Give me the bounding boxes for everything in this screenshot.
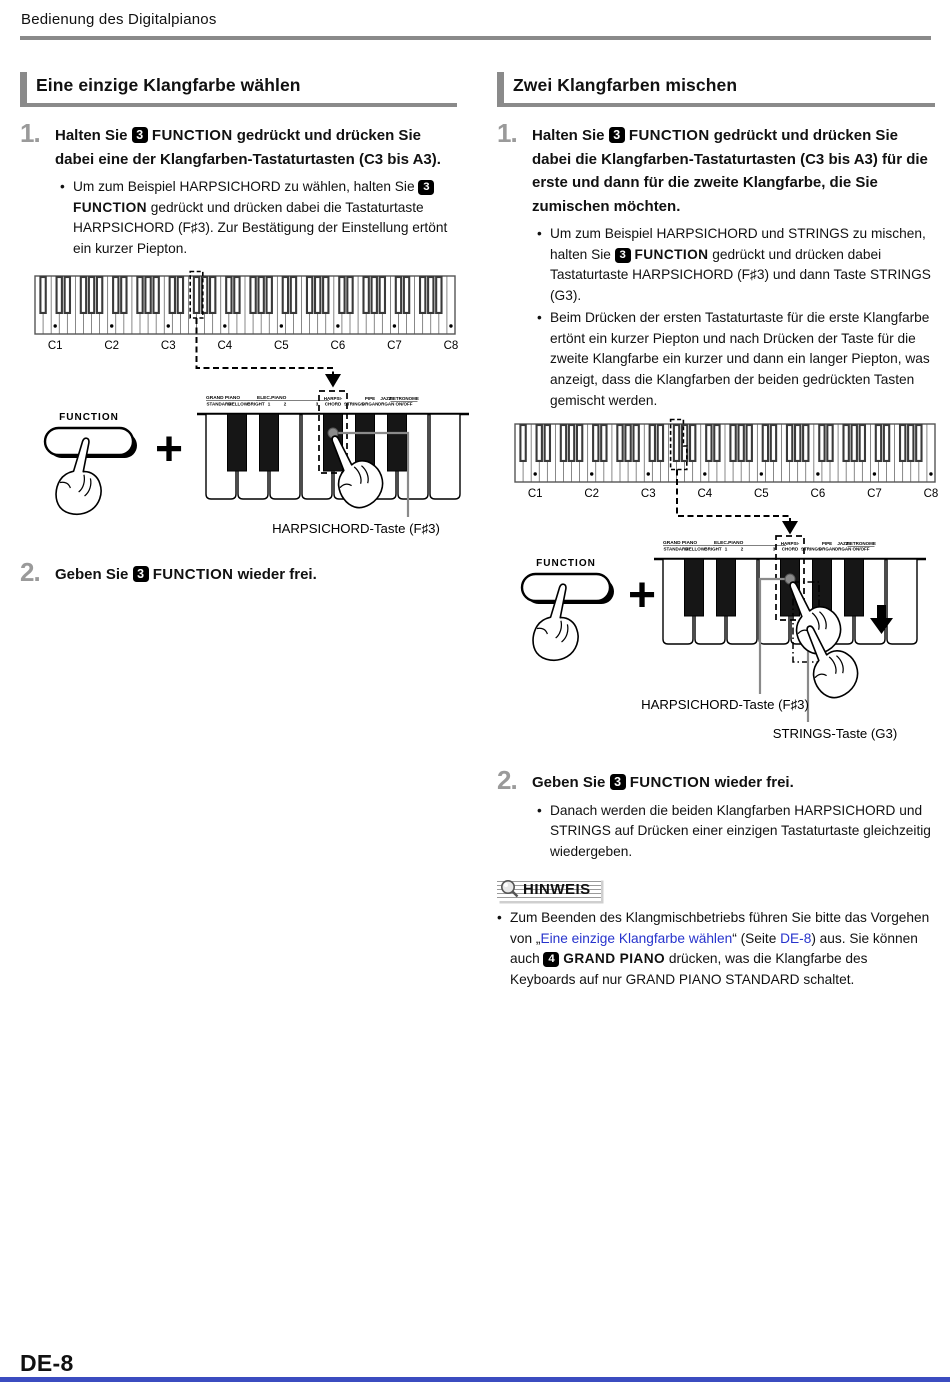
- plus-sign: +: [628, 569, 657, 623]
- black-key: [97, 277, 102, 313]
- black-key: [260, 414, 279, 471]
- black-key: [153, 277, 158, 313]
- step-2: [497, 767, 935, 795]
- left-diagram-keyboard-illustration: [20, 271, 459, 543]
- diagram-shape: [502, 881, 514, 893]
- tone-key-label: 1: [267, 401, 271, 407]
- octave-label: C1: [527, 488, 543, 501]
- text-segment: Geben Sie: [55, 566, 133, 584]
- black-key: [363, 277, 368, 313]
- step-1: [20, 120, 457, 171]
- tone-key-label: JAZZ: [380, 396, 392, 402]
- bullet-marker: •: [497, 910, 502, 926]
- section-title-single-tone: Eine einzige Klangfarbe wählen: [20, 72, 457, 107]
- tone-group-label: ELEC.PIANO: [714, 541, 744, 547]
- harpsichord-key-callout: HARPSICHORD-Taste (F♯3): [641, 697, 809, 713]
- tone-key-label: MELLOW: [228, 401, 248, 407]
- text-segment: drücken, was die Klangfarbe des Keyboards auf nur GRAND PIANO STANDARD schaltet.: [510, 951, 868, 987]
- text-segment: gedrückt und drücken dabei die Tastaturtaste HARPSICHORD (F♯3). Zur Bestätigung der Einstellung ertönt ein kurzer Piepton.: [73, 199, 448, 256]
- tone-group-label: GRAND PIANO: [206, 396, 241, 402]
- function-button-label: FUNCTION: [59, 412, 119, 424]
- tone-key-label: 2: [283, 401, 287, 407]
- black-key: [428, 277, 433, 313]
- black-key: [315, 277, 320, 313]
- plus-sign: +: [155, 423, 184, 477]
- black-key: [617, 425, 622, 461]
- page-number: DE-8: [20, 1350, 74, 1376]
- octave-label: C2: [104, 340, 120, 353]
- step-number: 1.: [20, 118, 40, 148]
- arrow-down-icon: [782, 521, 798, 535]
- black-key: [250, 277, 255, 313]
- black-key: [771, 425, 776, 461]
- tone-key-label: JAZZ: [837, 541, 849, 547]
- text-segment: gedrückt und drücken Sie dabei eine der Klangfarben-Tastaturtasten (C3 bis A3).: [55, 127, 441, 168]
- step-text: [532, 767, 794, 795]
- tone-key-label: PIPE: [821, 541, 833, 547]
- text-segment: “ (Seite: [732, 930, 781, 946]
- function-button-label: FUNCTION: [629, 774, 711, 792]
- right-diagram-keyboard-illustration: [497, 419, 939, 751]
- tone-key-label: 3: [772, 546, 776, 552]
- text-segment: Um zum Beispiel HARPSICHORD zu wählen, halten Sie: [73, 179, 419, 195]
- black-key: [57, 277, 62, 313]
- black-key: [113, 277, 118, 313]
- tone-key-label: ORGAN: [834, 546, 852, 552]
- bullet-item: [60, 177, 457, 259]
- black-key: [121, 277, 126, 313]
- black-key: [404, 277, 409, 313]
- bullet-item: [537, 801, 935, 863]
- tone-key-label: ORGAN: [818, 546, 836, 552]
- tone-key-label: METRONOME: [846, 541, 876, 547]
- black-key: [717, 559, 736, 616]
- diagram-shape: [647, 472, 650, 475]
- step-2-bullets: [537, 801, 935, 863]
- black-key: [916, 425, 921, 461]
- black-key: [258, 277, 263, 313]
- octave-label: C6: [330, 340, 346, 353]
- step-text: [55, 120, 457, 171]
- strings-key-callout: STRINGS-Taste (G3): [772, 726, 898, 742]
- black-key: [170, 277, 175, 313]
- tone-key-label: STANDARD: [206, 401, 232, 407]
- tone-key-label: BRIGHT: [704, 546, 722, 552]
- tone-key-label: HARPSI-: [780, 541, 800, 547]
- black-key: [674, 425, 679, 461]
- bullet-marker: •: [60, 179, 65, 195]
- bullet-text: [73, 177, 457, 259]
- step-2: [20, 559, 457, 587]
- function-key-badge: 3: [418, 180, 434, 195]
- function-key-badge: 3: [610, 774, 626, 790]
- note-text: [510, 908, 935, 990]
- black-key: [65, 277, 70, 313]
- black-key: [795, 425, 800, 461]
- tone-key-label: STRINGS: [343, 401, 365, 407]
- black-key: [545, 425, 550, 461]
- step-1-bullets: [60, 177, 457, 259]
- octave-label: C2: [584, 488, 600, 501]
- text-segment: wieder frei.: [233, 566, 317, 584]
- black-key: [234, 277, 239, 313]
- octave-label: C5: [273, 340, 289, 353]
- black-key: [347, 277, 352, 313]
- black-key: [625, 425, 630, 461]
- text-segment: Um zum Beispiel HARPSICHORD und STRINGS zu mischen, halten Sie: [550, 226, 926, 262]
- tone-key-label: STRINGS: [800, 546, 822, 552]
- diagram-shape: [430, 414, 460, 499]
- diagram-shape: [280, 325, 283, 328]
- octave-label: C7: [387, 340, 402, 353]
- function-key-badge: 3: [609, 127, 625, 143]
- tone-key-label: 1: [724, 546, 728, 552]
- black-key: [396, 277, 401, 313]
- black-key: [845, 559, 864, 616]
- tone-key-label: STANDARD: [663, 546, 689, 552]
- function-key-badge: 3: [615, 248, 631, 263]
- black-key: [40, 277, 45, 313]
- octave-label: C3: [640, 488, 656, 501]
- text-segment: Geben Sie: [532, 774, 610, 792]
- black-key: [706, 425, 711, 461]
- tone-key-label: ON/OFF: [852, 546, 870, 552]
- black-key: [843, 425, 848, 461]
- tone-key-label: ORGAN: [361, 401, 379, 407]
- black-key: [747, 425, 752, 461]
- black-key: [601, 425, 606, 461]
- black-key: [908, 425, 913, 461]
- link-single-tone-section[interactable]: Eine einzige Klangfarbe wählen: [540, 930, 733, 946]
- diagram-shape: [703, 472, 706, 475]
- function-button-label: FUNCTION: [536, 558, 596, 570]
- diagram-shape: [110, 325, 113, 328]
- tone-key-label: METRONOME: [389, 396, 419, 402]
- magnifier-icon: [499, 878, 521, 900]
- tone-group-label: GRAND PIANO: [663, 541, 698, 547]
- diagram-shape: [816, 472, 819, 475]
- black-key: [860, 425, 865, 461]
- black-key: [730, 425, 735, 461]
- black-key: [267, 277, 272, 313]
- diagram-shape: [590, 472, 593, 475]
- function-button-label: FUNCTION: [634, 246, 709, 262]
- bullet-marker: •: [537, 226, 542, 242]
- step-number: 1.: [497, 118, 517, 148]
- right-column: [497, 72, 939, 990]
- octave-label: C6: [810, 488, 826, 501]
- diagram-shape: [533, 472, 536, 475]
- black-key: [561, 425, 566, 461]
- note-badge: [497, 878, 601, 901]
- bullet-text: Danach werden die beiden Klangfarben HARPSICHORD und STRINGS auf Drücken einer einzigen Tastaturtaste gleichzeitig wiedergeben.: [550, 802, 931, 859]
- step-1: [497, 120, 935, 218]
- tone-key-label: 2: [740, 546, 744, 552]
- text-segment: Halten Sie: [532, 127, 609, 144]
- diagram-shape: [449, 325, 452, 328]
- bullet-item: [537, 308, 935, 411]
- black-key: [658, 425, 663, 461]
- tone-key-label: MELLOW: [685, 546, 705, 552]
- diagram-shape: [53, 325, 56, 328]
- bullet-marker: •: [537, 310, 542, 326]
- black-key: [145, 277, 150, 313]
- bullet-text: Beim Drücken der ersten Tastaturtaste für die erste Klangfarbe ertönt ein kurzer Piepton und nach Drücken der Taste für die zweite Klangfarbe ein kurzer und dann ein langer Piepton, was anzeigt, dass die Klangfarben der beiden gedrückten Tasten gemischt werden.: [550, 310, 930, 408]
- text-segment: Zum Beenden des Klangmischbetriebs führen Sie bitte das Vorgehen von „: [510, 910, 930, 946]
- black-key: [89, 277, 94, 313]
- black-key: [81, 277, 86, 313]
- diagram-shape: [167, 325, 170, 328]
- text-segment: gedrückt und drücken dabei Tastaturtaste HARPSICHORD (F♯3) und dann Taste STRINGS (G3).: [550, 246, 931, 303]
- bullet-marker: •: [537, 802, 542, 818]
- black-key: [388, 414, 407, 471]
- black-key: [420, 277, 425, 313]
- tone-key-label: ON/OFF: [395, 401, 413, 407]
- left-column: [20, 72, 457, 587]
- bottom-blue-bar: [0, 1377, 950, 1382]
- black-key: [283, 277, 288, 313]
- text-segment: wieder frei.: [710, 774, 794, 792]
- black-key: [372, 277, 377, 313]
- tone-key-label: CHORD: [324, 401, 342, 407]
- tone-key-label: PIPE: [364, 396, 376, 402]
- bullet-item: [537, 224, 935, 306]
- text-segment: Halten Sie: [55, 127, 132, 144]
- diagram-shape: [929, 472, 932, 475]
- black-key: [852, 425, 857, 461]
- black-key: [633, 425, 638, 461]
- octave-label: C4: [217, 340, 233, 353]
- tone-key-label: CHORD: [781, 546, 799, 552]
- tone-key-label: BRIGHT: [247, 401, 265, 407]
- tone-key-label: HARPSI-: [323, 396, 343, 402]
- bullet-text: [550, 224, 935, 306]
- black-key: [876, 425, 881, 461]
- harpsichord-key-callout: HARPSICHORD-Taste (F♯3): [272, 521, 440, 537]
- text-segment: gedrückt und drücken Sie dabei die Klangfarben-Tastaturtasten (C3 bis A3) für die erste und dann für die zweite Klangfarbe, die Sie zumischen möchten.: [532, 127, 928, 215]
- grand-piano-button-label: GRAND PIANO: [563, 951, 666, 967]
- black-key: [827, 425, 832, 461]
- black-key: [226, 277, 231, 313]
- black-key: [228, 414, 247, 471]
- diagram-shape: [760, 472, 763, 475]
- black-key: [884, 425, 889, 461]
- tone-key-label: 3: [315, 401, 319, 407]
- black-key: [178, 277, 183, 313]
- black-key: [323, 277, 328, 313]
- function-button-label: FUNCTION: [73, 199, 147, 215]
- black-key: [339, 277, 344, 313]
- arrow-down-icon: [325, 374, 341, 388]
- black-key: [577, 425, 582, 461]
- diagram-shape: [504, 883, 508, 887]
- black-key: [537, 425, 542, 461]
- black-key: [307, 277, 312, 313]
- tone-group-label: ELEC.PIANO: [257, 396, 287, 402]
- black-key: [194, 277, 199, 313]
- black-key: [137, 277, 142, 313]
- function-button-label: FUNCTION: [151, 127, 233, 144]
- tone-key-label: ORGAN: [377, 401, 395, 407]
- header-rule: [20, 36, 931, 40]
- diagram-shape: [513, 892, 518, 897]
- black-key: [787, 425, 792, 461]
- grand-piano-key-badge: 4: [543, 952, 559, 967]
- black-key: [291, 277, 296, 313]
- step-text: [532, 120, 935, 218]
- step-number: 2.: [497, 765, 517, 796]
- octave-label: C5: [753, 488, 769, 501]
- black-key: [685, 559, 704, 616]
- function-button-label: FUNCTION: [628, 127, 710, 144]
- black-key: [900, 425, 905, 461]
- black-key: [803, 425, 808, 461]
- note-title: HINWEIS: [523, 881, 591, 899]
- black-key: [569, 425, 574, 461]
- black-key: [819, 425, 824, 461]
- link-page-de8[interactable]: DE-8: [780, 930, 812, 946]
- text-segment: ) aus. Sie können auch: [510, 930, 918, 967]
- bullet-item: [497, 908, 935, 990]
- octave-label: C3: [160, 340, 176, 353]
- black-key: [763, 425, 768, 461]
- black-key: [714, 425, 719, 461]
- diagram-shape: [887, 559, 917, 644]
- diagram-shape: [336, 325, 339, 328]
- function-key-badge: 3: [133, 566, 149, 582]
- diagram-shape: [873, 472, 876, 475]
- page-header-title: Bedienung des Digitalpianos: [21, 11, 217, 28]
- black-key: [520, 425, 525, 461]
- diagram-shape: [223, 325, 226, 328]
- step-1-bullets: [537, 224, 935, 411]
- function-button-label: FUNCTION: [152, 566, 234, 584]
- black-key: [593, 425, 598, 461]
- octave-label: C7: [867, 488, 882, 501]
- diagram-shape: [393, 325, 396, 328]
- step-text: [55, 559, 317, 587]
- black-key: [210, 277, 215, 313]
- black-key: [690, 425, 695, 461]
- octave-label: C8: [923, 488, 939, 501]
- black-key: [650, 425, 655, 461]
- black-key: [436, 277, 441, 313]
- note-body: [497, 908, 935, 990]
- octave-label: C8: [443, 340, 459, 353]
- function-key-badge: 3: [132, 127, 148, 143]
- section-title-layer-tones: Zwei Klangfarben mischen: [497, 72, 935, 107]
- octave-label: C1: [47, 340, 63, 353]
- black-key: [380, 277, 385, 313]
- step-number: 2.: [20, 557, 40, 588]
- octave-label: C4: [697, 488, 713, 501]
- black-key: [738, 425, 743, 461]
